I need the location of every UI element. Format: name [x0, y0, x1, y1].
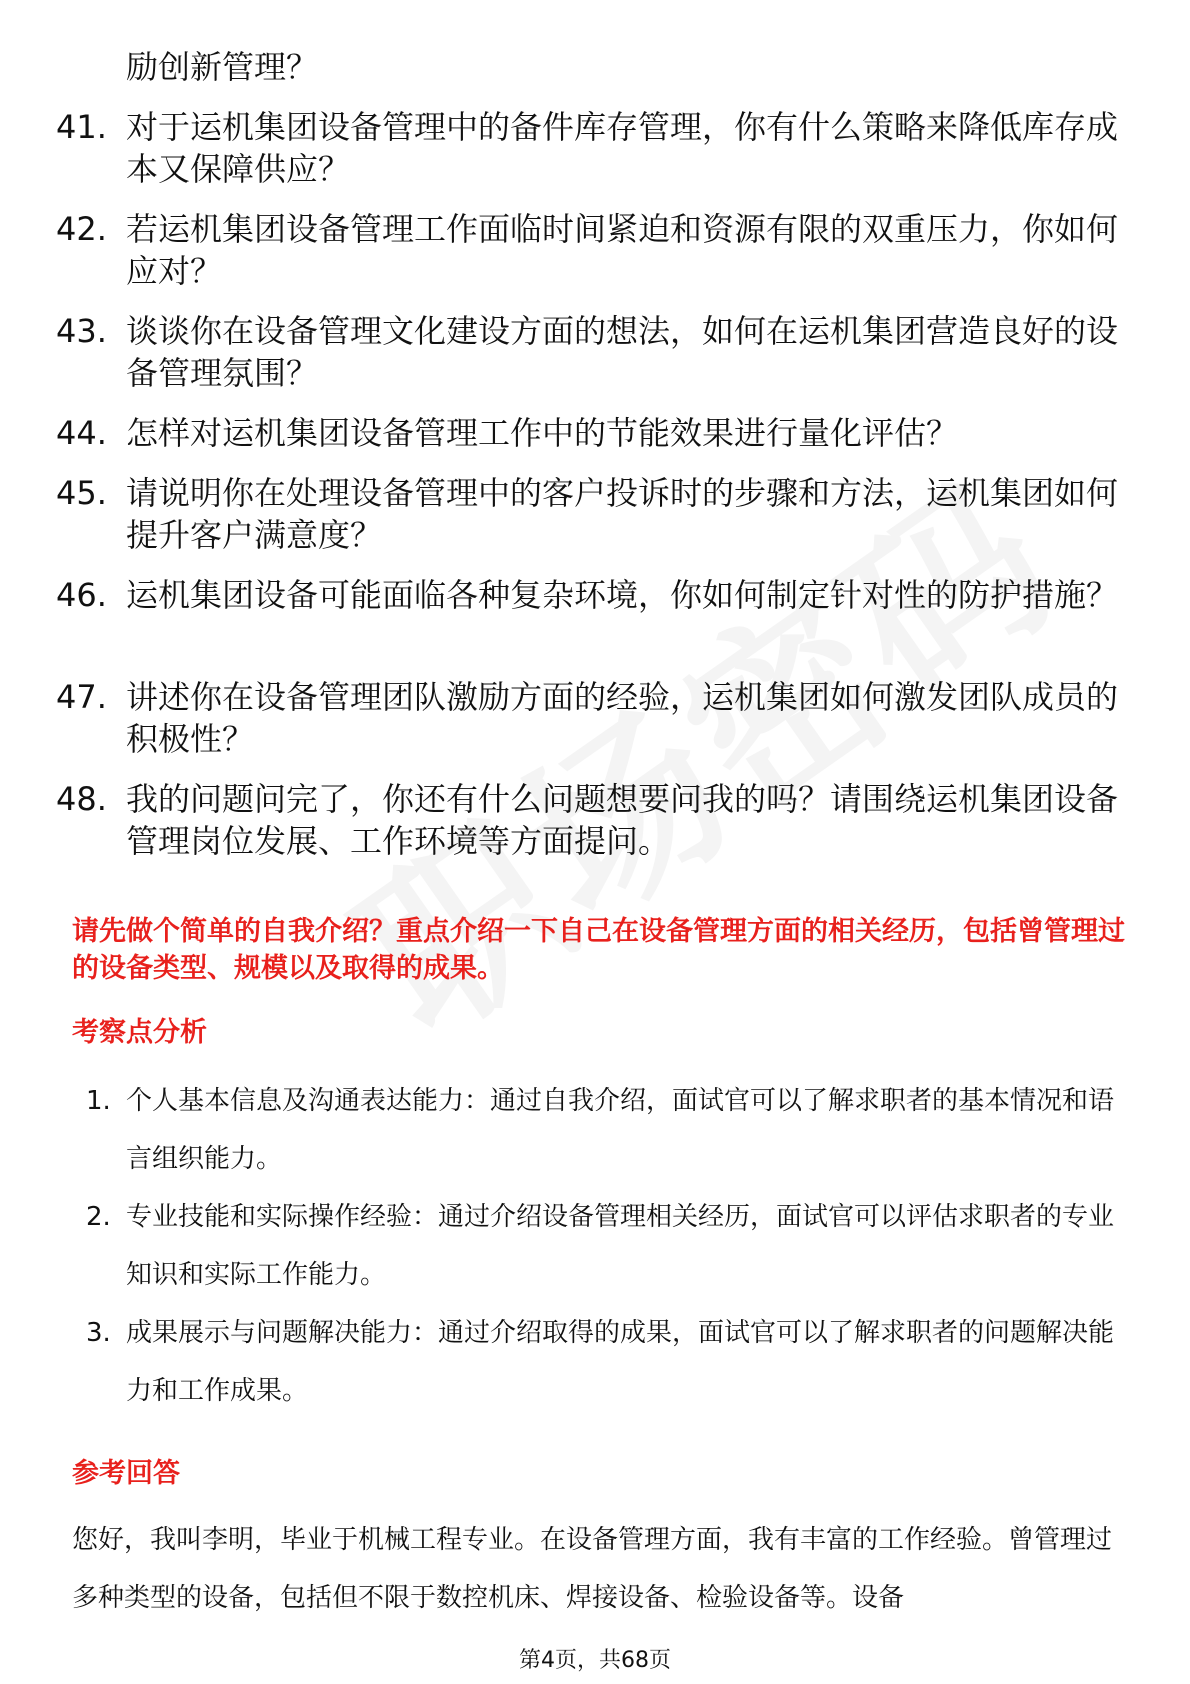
analysis-point-number: 2.	[86, 1202, 111, 1232]
page-footer: 第4页，共68页	[519, 1648, 671, 1673]
question-number: 41.	[56, 108, 107, 146]
question-text: 我的问题问完了，你还有什么问题想要问我的吗？请围绕运机集团设备管理岗位发展、工作环境等方面提问。	[126, 780, 1119, 860]
answer-heading: 参考回答	[72, 1458, 180, 1489]
question-number: 43.	[56, 312, 107, 350]
question-text: 运机集团设备可能面临各种复杂环境，你如何制定针对性的防护措施？	[126, 576, 1119, 614]
highlight-question: 请先做个简单的自我介绍？重点介绍一下自己在设备管理方面的相关经历，包括曾管理过的设备类型、规模以及取得的成果。	[72, 916, 1125, 984]
question-number: 44.	[56, 414, 107, 452]
answer-text: 您好，我叫李明，毕业于机械工程专业。在设备管理方面，我有丰富的工作经验。曾管理过多种类型的设备，包括但不限于数控机床、焊接设备、检验设备等。设备	[72, 1525, 1113, 1613]
analysis-point-text: 个人基本信息及沟通表达能力：通过自我介绍，面试官可以了解求职者的基本情况和语言组织能力。	[126, 1086, 1115, 1174]
question-text: 请说明你在处理设备管理中的客户投诉时的步骤和方法，运机集团如何提升客户满意度？	[126, 474, 1119, 554]
question-text: 谈谈你在设备管理文化建设方面的想法，如何在运机集团营造良好的设备管理氛围？	[126, 312, 1119, 392]
question-text: 若运机集团设备管理工作面临时间紧迫和资源有限的双重压力，你如何应对？	[126, 210, 1119, 290]
question-number: 45.	[56, 474, 107, 512]
question-text: 励创新管理？	[126, 48, 319, 86]
analysis-point-text: 专业技能和实际操作经验：通过介绍设备管理相关经历，面试官可以评估求职者的专业知识和实际工作能力。	[126, 1202, 1115, 1290]
question-number: 42.	[56, 210, 107, 248]
question-text: 对于运机集团设备管理中的备件库存管理，你有什么策略来降低库存成本又保障供应？	[126, 108, 1119, 188]
question-number: 48.	[56, 780, 107, 818]
question-number: 46.	[56, 576, 107, 614]
analysis-point-number: 3.	[86, 1318, 111, 1348]
analysis-point-number: 1.	[86, 1086, 111, 1116]
question-text: 怎样对运机集团设备管理工作中的节能效果进行量化评估？	[126, 414, 959, 452]
analysis-heading: 考察点分析	[72, 1017, 207, 1048]
analysis-point-text: 成果展示与问题解决能力：通过介绍取得的成果，面试官可以了解求职者的问题解决能力和工作成果。	[126, 1318, 1115, 1406]
question-text: 讲述你在设备管理团队激励方面的经验，运机集团如何激发团队成员的积极性？	[126, 678, 1119, 758]
question-number: 47.	[56, 678, 107, 716]
